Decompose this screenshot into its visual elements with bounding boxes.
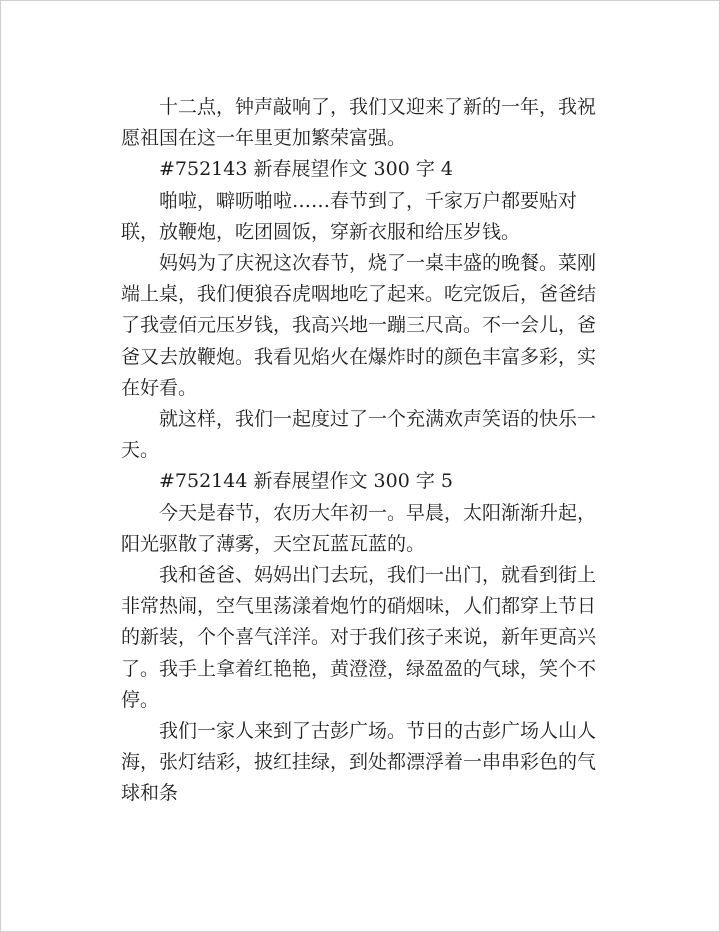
section-heading: #752143 新春展望作文 300 字 4 — [159, 158, 453, 181]
paragraph: 妈妈为了庆祝这次春节，烧了一桌丰盛的晚餐。菜刚端上桌，我们便狼吞虎咽地吃了起来。吃完饭后，爸爸结了我壹佰元压岁钱，我高兴地一蹦三尺高。不一会儿，爸爸又去放鞭炮。我看见焰火在爆炸时的颜色丰富多彩，实在好看。 — [121, 252, 597, 399]
document-body — [121, 92, 601, 810]
paragraph: 今天是春节，农历大年初一。早晨，太阳渐渐升起，阳光驱散了薄雾，天空瓦蓝瓦蓝的。 — [121, 501, 597, 555]
paragraph: 就这样，我们一起度过了一个充满欢声笑语的快乐一天。 — [121, 408, 597, 462]
section-heading: #752144 新春展望作文 300 字 5 — [159, 470, 453, 493]
paragraph: 我和爸爸、妈妈出门去玩，我们一出门，就看到街上非常热闹，空气里荡漾着炮竹的硝烟味，人们都穿上节日的新装，个个喜气洋洋。对于我们孩子来说，新年更高兴了。我手上拿着红艳艳，黄澄澄，绿盈盈的气球，笑个不停。 — [121, 564, 597, 711]
paragraph: 啪啦，噼呖啪啦……春节到了，千家万户都要贴对联，放鞭炮，吃团圆饭，穿新衣服和给压岁钱。 — [121, 189, 578, 243]
paragraph: 十二点，钟声敲响了，我们又迎来了新的一年，我祝愿祖国在这一年里更加繁荣富强。 — [121, 96, 597, 150]
paragraph: 我们一家人来到了古彭广场。节日的古彭广场人山人海，张灯结彩，披红挂绿，到处都漂浮着一串串彩色的气球和条 — [121, 720, 597, 805]
